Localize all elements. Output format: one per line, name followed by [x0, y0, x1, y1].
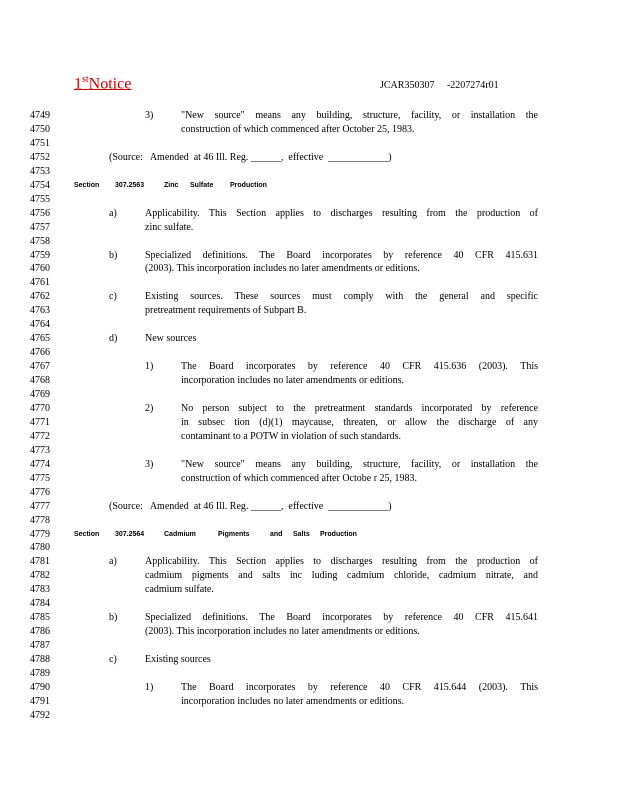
doc-line: [0, 109, 618, 123]
doc-line: [0, 235, 618, 249]
line-number: 4769: [30, 389, 50, 400]
line-number: 4772: [30, 430, 50, 442]
section-heading-word: 307.2564: [115, 530, 145, 538]
doc-line: [0, 639, 618, 653]
line-number: 4752: [30, 151, 50, 163]
doc-line: [0, 555, 618, 569]
line-number: 4785: [30, 612, 50, 624]
doc-line: [0, 569, 618, 583]
line-number: 4774: [30, 458, 50, 470]
doc-line: [0, 193, 618, 207]
item-label: 3): [145, 110, 154, 121]
section-heading-word: 307.2563: [115, 181, 145, 189]
line-number: 4786: [30, 626, 50, 638]
line-number: 4783: [30, 584, 50, 596]
line-number: 4759: [30, 249, 50, 261]
item-label: b): [109, 612, 118, 624]
line-number: 4767: [30, 361, 50, 373]
line-number: 4778: [30, 514, 50, 526]
doc-line: [0, 318, 618, 332]
line-number: 4776: [30, 486, 50, 498]
line-number: 4777: [30, 500, 50, 512]
item-text: incorporation includes no later amendments or editions.: [181, 695, 404, 707]
doc-line: [0, 695, 618, 709]
section-heading-word: Salts: [293, 530, 310, 538]
item-label: c): [109, 654, 117, 666]
line-number: 4758: [30, 235, 50, 247]
item-text: "New source" means any building, structure, facility, or installation the: [181, 458, 538, 470]
item-text: The Board incorporates by reference 40 CFR 415.636 (2003). This: [181, 361, 538, 373]
doc-line: [0, 388, 618, 402]
line-number: 4792: [30, 709, 50, 721]
line-number: 4754: [30, 179, 50, 191]
item-text: cadmium sulfate.: [145, 584, 214, 596]
item-text: Existing sources. These sources must comply with the general and specific: [145, 291, 538, 303]
item-text: No person subject to the pretreatment standards incorporated by reference: [181, 402, 538, 414]
section-heading-word: Production: [320, 530, 357, 538]
notice-word: Notice: [88, 75, 132, 93]
jcar-code: JCAR350307 -2207274r01: [380, 80, 499, 91]
source-note: (Source: Amended at 46 Ill. Reg. ______, effective ____________): [109, 151, 392, 163]
item-text: "New source" means any building, structure, facility, or installation the: [181, 110, 538, 121]
line-number: 4753: [30, 165, 50, 177]
item-text: Existing sources: [145, 654, 211, 666]
line-number: 4790: [30, 681, 50, 693]
section-heading-word: Production: [230, 181, 267, 189]
line-number: 4784: [30, 598, 50, 610]
doc-line: [0, 346, 618, 360]
item-label: 3): [145, 458, 154, 470]
section-heading-word: and: [270, 530, 283, 538]
line-number: 4761: [30, 277, 50, 289]
item-text: cadmium pigments and salts inc luding cadmium chloride, cadmium nitrate, and: [145, 570, 538, 582]
doc-line: [0, 458, 618, 472]
doc-line: [0, 123, 618, 137]
doc-line: [0, 332, 618, 346]
item-text: construction of which commenced after Octobe r 25, 1983.: [181, 472, 418, 484]
item-text: construction of which commenced after October 25, 1983.: [181, 123, 415, 135]
doc-line: [0, 541, 618, 555]
line-number: 4780: [30, 542, 50, 554]
doc-line: [0, 165, 618, 179]
line-number: 4771: [30, 416, 50, 428]
line-number: 4751: [30, 137, 50, 149]
item-label: a): [109, 207, 117, 219]
item-text: (2003). This incorporation includes no later amendments or editions.: [145, 263, 420, 275]
doc-line: [0, 402, 618, 416]
doc-line: [0, 221, 618, 235]
line-number: 4762: [30, 291, 50, 303]
doc-line: [0, 667, 618, 681]
line-number: 4775: [30, 472, 50, 484]
section-heading-word: Sulfate: [190, 181, 214, 189]
item-text: incorporation includes no later amendments or editions.: [181, 375, 404, 387]
item-text: pretreatment requirements of Subpart B.: [145, 305, 307, 317]
doc-line: [0, 416, 618, 430]
line-number: 4781: [30, 556, 50, 568]
doc-line: [0, 249, 618, 263]
doc-line: [0, 207, 618, 221]
item-text: The Board incorporates by reference 40 CFR 415.644 (2003). This: [181, 681, 538, 693]
item-text: Applicability. This Section applies to discharges resulting from the production of: [145, 556, 538, 568]
notice-superscript: st: [82, 74, 89, 85]
item-label: c): [109, 291, 117, 303]
doc-line: [0, 444, 618, 458]
item-text: (2003). This incorporation includes no later amendments or editions.: [145, 626, 420, 638]
line-number: 4765: [30, 333, 50, 345]
line-number: 4766: [30, 347, 50, 359]
item-label: d): [109, 333, 118, 345]
item-label: 1): [145, 681, 154, 693]
doc-line: [0, 374, 618, 388]
line-number: 4788: [30, 654, 50, 666]
line-number: 4756: [30, 207, 50, 219]
doc-line: [0, 500, 618, 514]
doc-line: [0, 514, 618, 528]
item-label: 1): [145, 361, 154, 373]
source-note: (Source: Amended at 46 Ill. Reg. ______, effective ____________): [109, 500, 392, 512]
doc-line: [0, 611, 618, 625]
notice-number: 1: [74, 75, 82, 93]
doc-line: [0, 709, 618, 723]
doc-line: [0, 472, 618, 486]
doc-line: [0, 430, 618, 444]
item-text: contaminant to a POTW in violation of such standards.: [181, 430, 402, 442]
doc-line: [0, 625, 618, 639]
doc-line: [0, 137, 618, 151]
item-label: a): [109, 556, 117, 568]
section-heading-word: Section: [74, 181, 100, 189]
item-text: Specialized definitions. The Board incorporates by reference 40 CFR 415.641: [145, 612, 538, 624]
doc-line: [0, 262, 618, 276]
doc-line: [0, 360, 618, 374]
notice-heading: [74, 74, 131, 93]
line-number: 4749: [30, 110, 50, 121]
doc-line: [0, 486, 618, 500]
line-number: 4770: [30, 402, 50, 414]
line-number: 4768: [30, 375, 50, 387]
line-number: 4779: [30, 528, 50, 540]
doc-line: [0, 304, 618, 318]
doc-line: [0, 681, 618, 695]
line-number: 4755: [30, 193, 50, 205]
item-text: Applicability. This Section applies to discharges resulting from the production of: [145, 207, 538, 219]
item-text: zinc sulfate.: [145, 221, 194, 233]
section-heading-word: Pigments: [218, 530, 250, 538]
line-number: 4791: [30, 695, 50, 707]
line-number: 4750: [30, 123, 50, 135]
line-number: 4787: [30, 640, 50, 652]
line-number: 4773: [30, 444, 50, 456]
item-label: b): [109, 249, 118, 261]
doc-line: [0, 653, 618, 667]
line-number: 4763: [30, 305, 50, 317]
line-number: 4760: [30, 263, 50, 275]
doc-line: [0, 276, 618, 290]
line-number: 4757: [30, 221, 50, 233]
line-number: 4789: [30, 668, 50, 679]
doc-line: [0, 583, 618, 597]
doc-line: [0, 151, 618, 165]
doc-line: [0, 290, 618, 304]
doc-line: [0, 179, 618, 193]
line-number: 4764: [30, 319, 50, 331]
item-text: Specialized definitions. The Board incorporates by reference 40 CFR 415.631: [145, 249, 538, 261]
item-text: New sources: [145, 333, 197, 345]
line-number: 4782: [30, 570, 50, 582]
section-heading-word: Section: [74, 530, 100, 538]
item-text: in subsec tion (d)(1) maycause, threaten, or allow the discharge of any: [181, 416, 538, 428]
item-label: 2): [145, 402, 154, 414]
section-heading-word: Zinc: [164, 181, 179, 189]
doc-line: [0, 597, 618, 611]
section-heading-word: Cadmium: [164, 530, 196, 538]
doc-line: [0, 528, 618, 542]
